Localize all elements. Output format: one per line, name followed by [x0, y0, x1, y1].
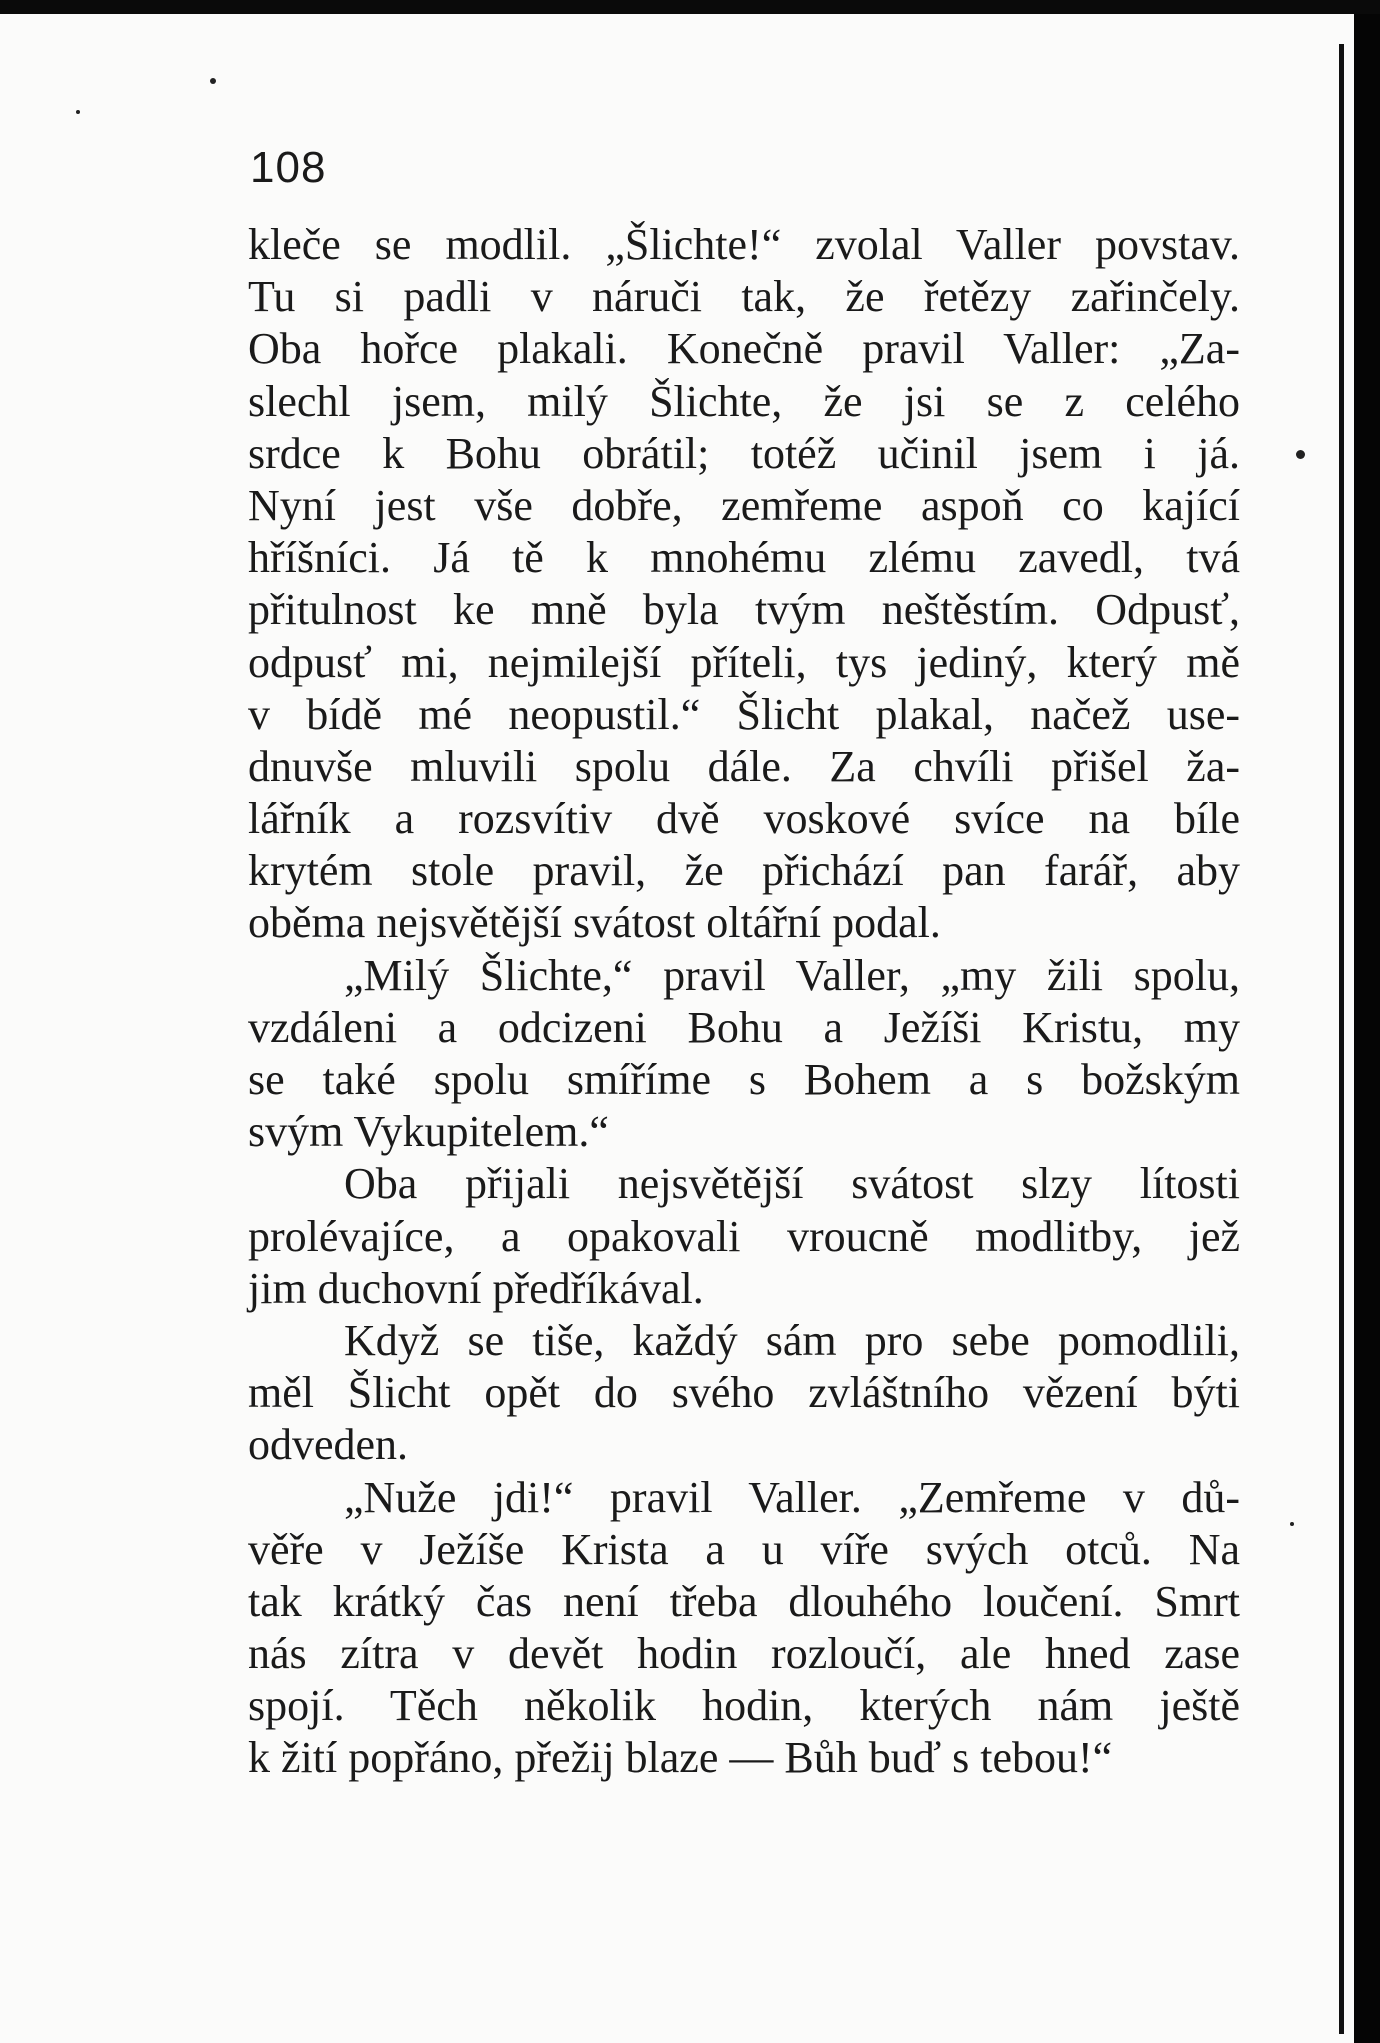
text-line: Když se tiše, každý sám pro sebe pomodlili, — [344, 1315, 1240, 1365]
text-line: k žití popřáno, přežij blaze — Bůh buď s tebou!“ — [248, 1733, 1113, 1783]
text-line: v bídě mé neopustil.“ Šlicht plakal, načež use- — [248, 689, 1240, 739]
text-line: svým Vykupitelem.“ — [248, 1107, 609, 1157]
scan-speck — [76, 110, 80, 114]
text-line: odveden. — [248, 1420, 409, 1470]
page-number: 108 — [250, 143, 327, 192]
text-line: přitulnost ke mně byla tvým neštěstím. Odpusť, — [248, 585, 1240, 635]
text-line: oběma nejsvětější svátost oltářní podal. — [248, 898, 941, 948]
text-line: se také spolu smíříme s Bohem a s božským — [248, 1055, 1240, 1104]
paragraph — [248, 1158, 1240, 1315]
scan-speck — [1290, 1522, 1294, 1526]
text-line: Oba přijali nejsvětější svátost slzy lítosti — [344, 1159, 1240, 1209]
text-line: tak krátký čas není třeba dlouhého loučení. Smrt — [248, 1576, 1240, 1626]
text-line: Nyní jest vše dobře, zemřeme aspoň co kající — [248, 480, 1240, 530]
text-line: hříšníci. Já tě k mnohému zlému zavedl, tvá — [248, 533, 1240, 583]
scan-speck — [210, 78, 216, 84]
body-text — [248, 219, 1240, 1785]
scan-edge-rule — [1339, 44, 1344, 2034]
text-line: slechl jsem, milý Šlichte, že jsi se z celého — [248, 376, 1240, 426]
text-line: spojí. Těch několik hodin, kterých nám ještě — [248, 1681, 1240, 1731]
text-line: lářník a rozsvítiv dvě voskové svíce na bíle — [248, 794, 1240, 844]
paragraph — [248, 1472, 1240, 1785]
text-line: měl Šlicht opět do svého zvláštního vězení býti — [248, 1368, 1240, 1418]
text-line: vzdáleni a odcizeni Bohu a Ježíši Kristu, my — [248, 1002, 1240, 1052]
text-line: krytém stole pravil, že přichází pan farář, aby — [248, 846, 1240, 896]
text-line: nás zítra v devět hodin rozloučí, ale hned zase — [248, 1629, 1240, 1679]
scan-speck — [1296, 450, 1305, 459]
paragraph — [248, 950, 1240, 1159]
text-line: věře v Ježíše Krista a u víře svých otců. Na — [248, 1524, 1240, 1574]
text-line: srdce k Bohu obrátil; totéž učinil jsem i já. — [248, 428, 1240, 478]
text-line: Oba hořce plakali. Konečně pravil Valler: „Za- — [248, 324, 1240, 374]
text-line: odpusť mi, nejmilejší příteli, tys jediný, který mě — [248, 637, 1240, 687]
text-line: dnuvše mluvili spolu dále. Za chvíli přišel ža- — [248, 741, 1240, 791]
scan-dark-edge — [1354, 14, 1380, 2043]
paragraph — [248, 1315, 1240, 1472]
text-line: „Milý Šlichte,“ pravil Valler, „my žili spolu, — [344, 950, 1240, 1000]
text-line: „Nuže jdi!“ pravil Valler. „Zemřeme v dů- — [344, 1472, 1240, 1522]
text-line: prolévajíce, a opakovali vroucně modlitby, jež — [248, 1211, 1240, 1261]
text-line: kleče se modlil. „Šlichte!“ zvolal Valler povstav. — [248, 220, 1240, 269]
paragraph — [248, 219, 1240, 950]
text-line: Tu si padli v náruči tak, že řetězy zařinčely. — [248, 272, 1240, 322]
text-line: jim duchovní předříkával. — [248, 1263, 704, 1313]
